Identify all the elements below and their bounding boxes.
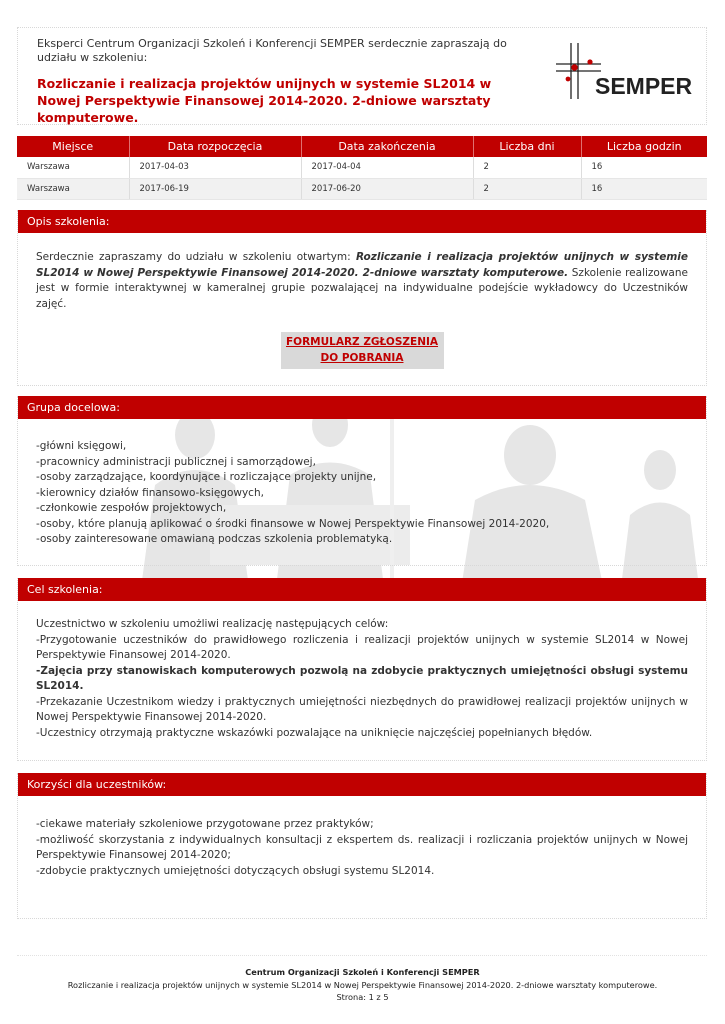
list-item: -Przygotowanie uczestników do prawidłowego rozliczenia i realizacji projektów unijnych w systemie SL2014 w Nowej Perspektywie Finansowej 2014-2020. xyxy=(36,633,688,661)
logo-text: SEMPER xyxy=(595,73,693,99)
section-body xyxy=(18,796,706,879)
opis-text-post: Szkolenie realizowane jest w formie interaktywnej w kameralnej grupie pozwalającej na indywidualne podejście wykładowcy do Uczestników zajęć. xyxy=(36,266,688,310)
cell-end-date: 2017-04-04 xyxy=(301,157,473,178)
form-download-link[interactable] xyxy=(281,332,444,369)
section-body xyxy=(18,601,706,741)
page-footer xyxy=(0,966,725,1004)
opis-text-pre: Serdecznie zapraszamy do udziału w szkoleniu otwartym: xyxy=(36,251,356,263)
cell-hours: 16 xyxy=(581,178,707,199)
col-header-miejsce: Miejsce xyxy=(17,136,129,157)
list-item: -osoby, które planują aplikować o środki finansowe w Nowej Perspektywie Finansowej 2014-2020, xyxy=(36,517,550,530)
section-opis xyxy=(17,210,707,386)
list-item: -główni księgowi, xyxy=(36,440,127,452)
col-header-data-zakonczenia: Data zakończenia xyxy=(301,136,473,157)
cell-days: 2 xyxy=(473,157,581,178)
section-grupa xyxy=(17,396,707,566)
cell-start-date: 2017-06-19 xyxy=(129,178,301,199)
schedule-header-row xyxy=(17,136,707,157)
footer-page-number: Strona: 1 z 5 xyxy=(336,992,389,1002)
cell-end-date: 2017-06-20 xyxy=(301,178,473,199)
list-item: -Uczestnicy otrzymają praktyczne wskazówki pozwalające na uniknięcie najczęściej popełnianych błędów. xyxy=(36,726,593,739)
section-korzysci xyxy=(17,773,707,919)
cell-start-date: 2017-04-03 xyxy=(129,157,301,178)
footer-course: Rozliczanie i realizacja projektów unijnych w systemie SL2014 w Nowej Perspektywie Finansowej 2014-2020. 2-dniowe warsztaty komputerowe. xyxy=(67,979,658,990)
list-item: -osoby zarządzające, koordynujące i rozliczające projekty unijne, xyxy=(36,471,377,483)
list-item: -kierownicy działów finansowo-księgowych, xyxy=(36,486,264,499)
section-cel xyxy=(17,578,707,761)
cell-miejsce: Warszawa xyxy=(17,157,129,178)
footer-org: Centrum Organizacji Szkoleń i Konferencji SEMPER xyxy=(245,967,480,977)
list-item: -Przekazanie Uczestnikom wiedzy i praktycznych umiejętności niezbędnych do prawidłowej realizacji projektów unijnych w Nowej Perspektywie Finansowej 2014-2020. xyxy=(36,695,688,723)
col-header-data-rozpoczecia: Data rozpoczęcia xyxy=(129,136,301,157)
col-header-liczba-godzin: Liczba godzin xyxy=(581,136,707,157)
list-item: -Zajęcia przy stanowiskach komputerowych pozwolą na zdobycie praktycznych umiejętności obsługi systemu SL2014. xyxy=(36,664,688,692)
section-body xyxy=(18,233,706,369)
cell-hours: 16 xyxy=(581,157,707,178)
section-heading: Korzyści dla uczestników: xyxy=(18,773,706,796)
list-item: -ciekawe materiały szkoleniowe przygotowane przez praktyków; xyxy=(36,818,374,830)
cell-days: 2 xyxy=(473,178,581,199)
list-item: -pracownicy administracji publicznej i samorządowej, xyxy=(36,455,316,468)
list-item: -osoby zainteresowane omawianą podczas szkolenia problematyką. xyxy=(36,533,393,545)
opis-course-name: Rozliczanie i realizacja projektów unijnych w systemie SL2014 w Nowej Perspektywie Finansowej 2014-2020. 2-dniowe warsztaty komputerowe. xyxy=(36,251,688,279)
section-heading: Opis szkolenia: xyxy=(18,210,706,233)
section-body xyxy=(18,419,706,548)
cel-intro: Uczestnictwo w szkoleniu umożliwi realizację następujących celów: xyxy=(36,618,389,630)
section-heading: Cel szkolenia: xyxy=(18,578,706,601)
opis-paragraph xyxy=(36,250,688,312)
header-box xyxy=(17,27,707,125)
cell-miejsce: Warszawa xyxy=(17,178,129,199)
col-header-liczba-dni: Liczba dni xyxy=(473,136,581,157)
table-row xyxy=(17,178,707,199)
list-item: -członkowie zespołów projektowych, xyxy=(36,502,227,514)
intro-text: Eksperci Centrum Organizacji Szkoleń i Konferencji SEMPER serdecznie zapraszają do udziału w szkoleniu: xyxy=(37,37,507,64)
footer-divider xyxy=(17,955,707,956)
list-item: -możliwość skorzystania z indywidualnych konsultacji z ekspertem ds. realizacji i rozliczania projektów unijnych w Nowej Perspektywie Finansowej 2014-2020; xyxy=(36,833,688,861)
schedule-table xyxy=(17,136,707,200)
course-title: Rozliczanie i realizacja projektów unijnych w systemie SL2014 w Nowej Perspektywie Finansowej 2014-2020. 2-dniowe warsztaty komputerowe. xyxy=(37,76,492,125)
list-item: -zdobycie praktycznych umiejętności dotyczących obsługi systemu SL2014. xyxy=(36,864,435,877)
form-link-line1: FORMULARZ ZGŁOSZENIA xyxy=(285,336,439,348)
semper-logo xyxy=(551,41,693,101)
form-link-line2: DO POBRANIA xyxy=(320,351,404,364)
section-heading: Grupa docelowa: xyxy=(18,396,706,419)
table-row xyxy=(17,157,707,178)
